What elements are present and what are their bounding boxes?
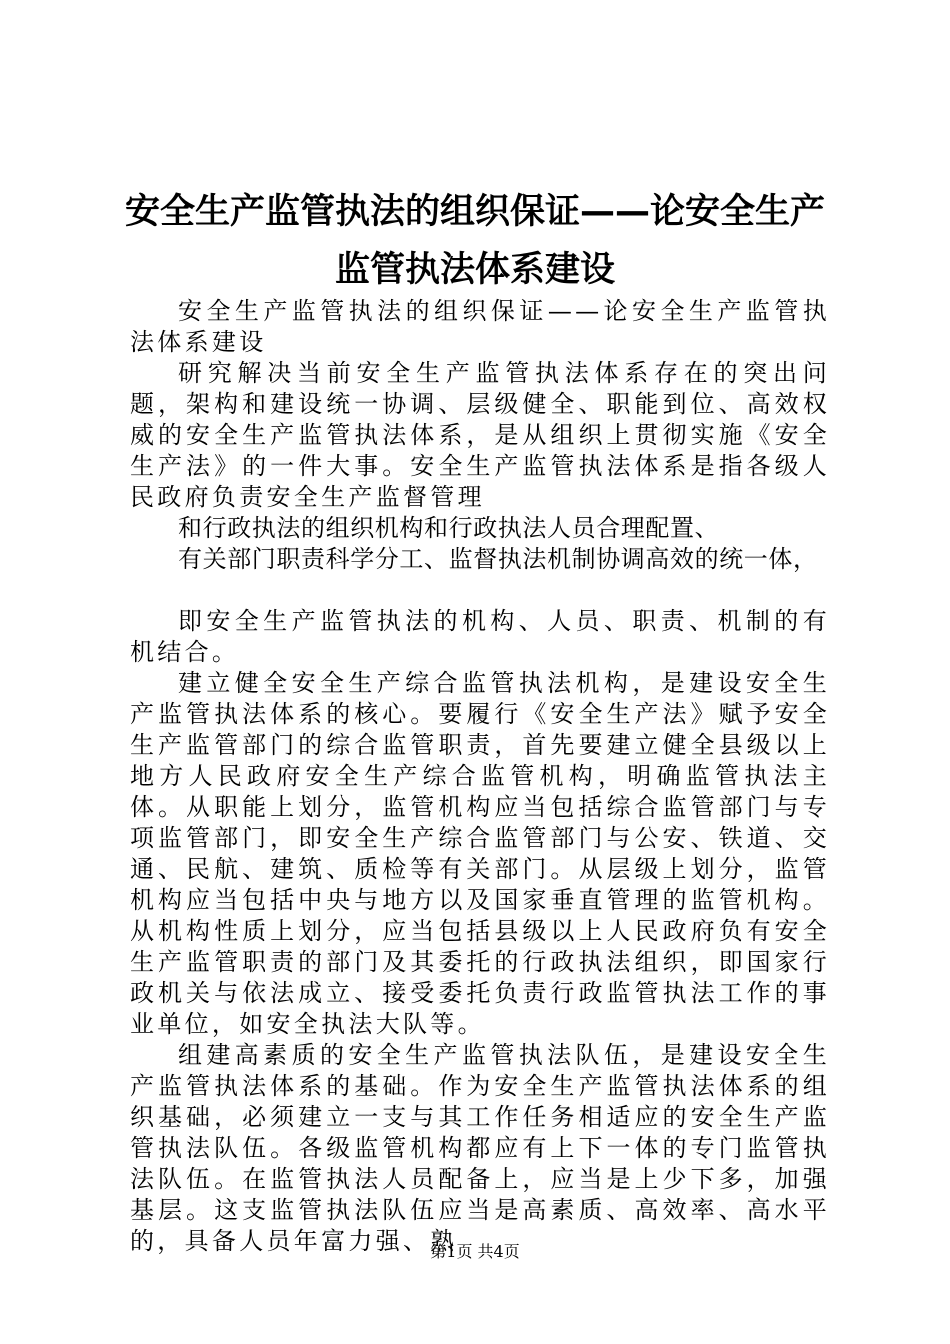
paragraph-fragment-2: 有关部门职责科学分工、监督执法机制协调高效的统一体， bbox=[178, 545, 818, 573]
document-title-line-2: 监管执法体系建设 bbox=[334, 250, 615, 290]
paragraph-institutions: 建立健全安全生产综合监管执法机构，是建设安全生产监管执法体系的核心。要履行《安全生产法》赋予安全生产监管部门的综合监管职责，首先要建立健全县级以上地方人民政府安全生产综合监管机构，明确监管执法主体。从职能上划分，监管机构应当包括综合监管部门与专项监管部门，即安全生产综合监管部门与公安、铁道、交通、民航、建筑、质检等有关部门。从层级上划分，监管机构应当包括中央与地方以及国家垂直管理的监管机构。从机构性质上划分，应当包括县级以上人民政府负有安全生产监管职责的部门及其委托的行政执法组织，即国家行政机关与依法成立、接受委托负责行政监管执法工作的事业单位，如安全执法大队等。 bbox=[130, 669, 830, 1038]
document-body bbox=[130, 296, 830, 1257]
paragraph-workforce: 组建高素质的安全生产监管执法队伍，是建设安全生产监管执法体系的基础。作为安全生产监管执法体系的组织基础，必须建立一支与其工作任务相适应的安全生产监管执法队伍。各级监管机构都应有上下一体的专门监管执法队伍。在监管执法人员配备上，应当是上少下多，加强基层。这支监管执法队伍应当是高素质、高效率、高水平的，具备人员年富力强、熟 bbox=[130, 1041, 830, 1255]
paragraph-fragment-1: 和行政执法的组织机构和行政执法人员合理配置、 bbox=[178, 514, 720, 542]
blank-line bbox=[130, 575, 830, 606]
page-footer: 第1页 共4页 bbox=[430, 1242, 520, 1261]
paragraph-heading-repeat: 安全生产监管执法的组织保证——论安全生产监管执法体系建设 bbox=[130, 297, 830, 356]
paragraph-intro: 研究解决当前安全生产监管执法体系存在的突出问题，架构和建设统一协调、层级健全、职能到位、高效权威的安全生产监管执法体系，是从组织上贯彻实施《安全生产法》的一件大事。安全生产监管执法体系是指各级人民政府负责安全生产监督管理 bbox=[130, 359, 830, 511]
paragraph-definition: 即安全生产监管执法的机构、人员、职责、机制的有机结合。 bbox=[130, 607, 830, 666]
document-title-line-1: 安全生产监管执法的组织保证——论安全生产 bbox=[124, 192, 825, 232]
